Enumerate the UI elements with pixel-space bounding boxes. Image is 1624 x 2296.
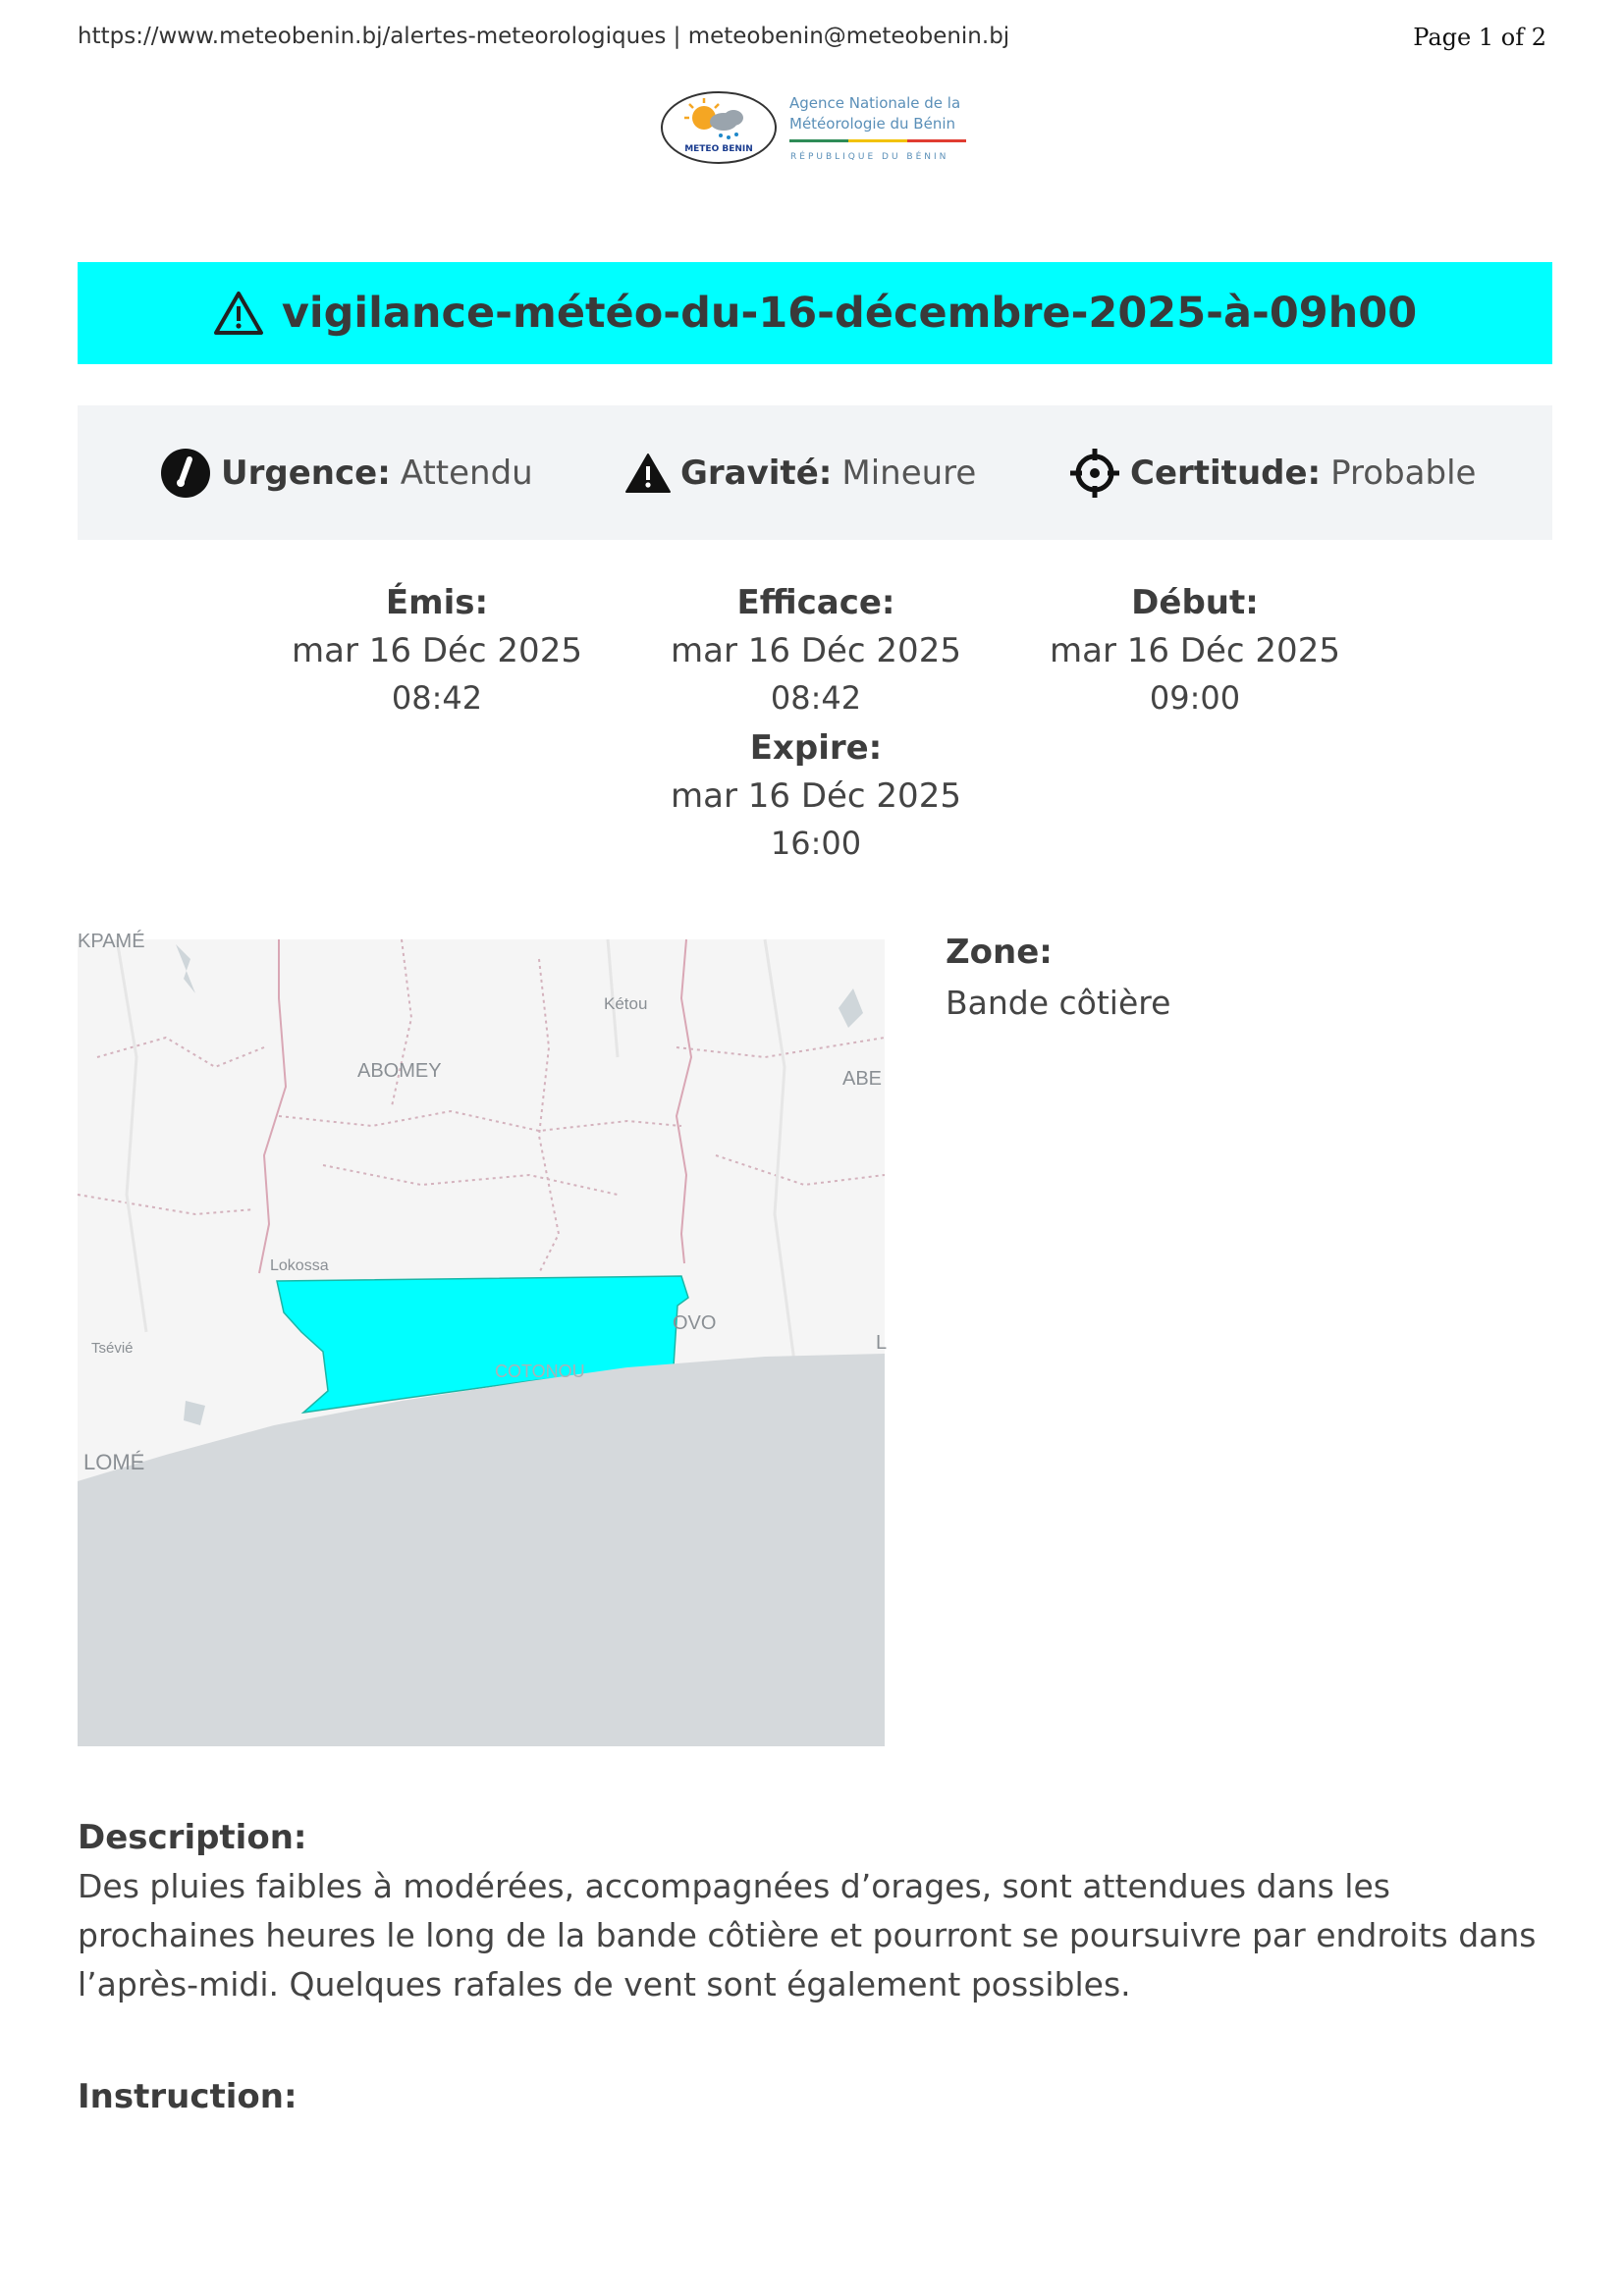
urgency-item [160, 405, 533, 540]
map-label-tsevie: Tsévié [91, 1340, 134, 1357]
logo-badge-text: METEO BENIN [684, 144, 753, 154]
issued-date: mar 16 Déc 2025 [292, 631, 582, 670]
onset-date: mar 16 Déc 2025 [1050, 631, 1340, 670]
map-label-lome: LOMÉ [83, 1450, 145, 1474]
map-label-abomey: ABOMEY [357, 1060, 442, 1082]
logo-line3: RÉPUBLIQUE DU BÉNIN [790, 152, 949, 162]
warning-filled-icon [625, 453, 671, 494]
instruction-label: Instruction: [78, 2077, 298, 2116]
expires-date: mar 16 Déc 2025 [671, 776, 961, 816]
expires-label: Expire: [749, 728, 883, 768]
map-label-lagos: L [876, 1332, 888, 1354]
issued-block [270, 579, 604, 721]
issued-label: Émis: [385, 583, 489, 622]
onset-label: Début: [1131, 583, 1259, 622]
issued-time: 08:42 [391, 679, 483, 717]
page-indicator: Page 1 of 2 [1413, 24, 1546, 51]
map-label-porto-novo: OVO [673, 1312, 717, 1334]
alert-title: vigilance-météo-du-16-décembre-2025-à-09h00 [281, 289, 1418, 338]
map-label-kpalime: KPAMÉ [78, 931, 145, 952]
description-text: Des pluies faibles à modérées, accompagnées d’orages, sont attendues dans les prochaines heures le long de la bande côtière et pourront se poursuivre par endroits dans l’après-midi. Quelques rafales de vent sont également possibles. [78, 1867, 1537, 2003]
logo-line2: Météorologie du Bénin [789, 115, 955, 133]
zone-value: Bande côtière [946, 984, 1171, 1022]
certainty-value: Probable [1330, 453, 1477, 493]
effective-label: Efficace: [736, 583, 895, 622]
warning-triangle-icon [213, 290, 264, 337]
expires-block [649, 724, 983, 866]
header-url-line: https://www.meteobenin.bj/alertes-meteorologiques | meteobenin@meteobenin.bj [78, 24, 1010, 49]
alert-title-banner [78, 262, 1552, 364]
onset-block [1028, 579, 1362, 721]
map-label-lokossa: Lokossa [270, 1257, 329, 1274]
alert-meta-bar [78, 405, 1552, 540]
severity-item [625, 405, 976, 540]
effective-block [649, 579, 983, 721]
meteo-benin-logo [660, 88, 974, 169]
urgency-value: Attendu [400, 453, 533, 493]
expires-time: 16:00 [770, 825, 862, 862]
logo-line1: Agence Nationale de la [789, 94, 961, 112]
certainty-label: Certitude: [1130, 453, 1322, 493]
certainty-item [1069, 405, 1476, 540]
description-label: Description: [78, 1818, 307, 1857]
map-label-cotonou: COTONOU [495, 1362, 585, 1381]
onset-time: 09:00 [1149, 679, 1241, 717]
crosshair-icon [1069, 448, 1120, 499]
gauge-icon [160, 448, 211, 499]
severity-label: Gravité: [680, 453, 833, 493]
alert-zone-map [78, 931, 888, 1746]
effective-time: 08:42 [770, 679, 862, 717]
map-label-abeokuta: ABE [842, 1068, 883, 1090]
map-label-ketou: Kétou [604, 994, 648, 1013]
severity-value: Mineure [841, 453, 977, 493]
urgency-label: Urgence: [221, 453, 391, 493]
effective-date: mar 16 Déc 2025 [671, 631, 961, 670]
zone-label: Zone: [946, 933, 1053, 972]
